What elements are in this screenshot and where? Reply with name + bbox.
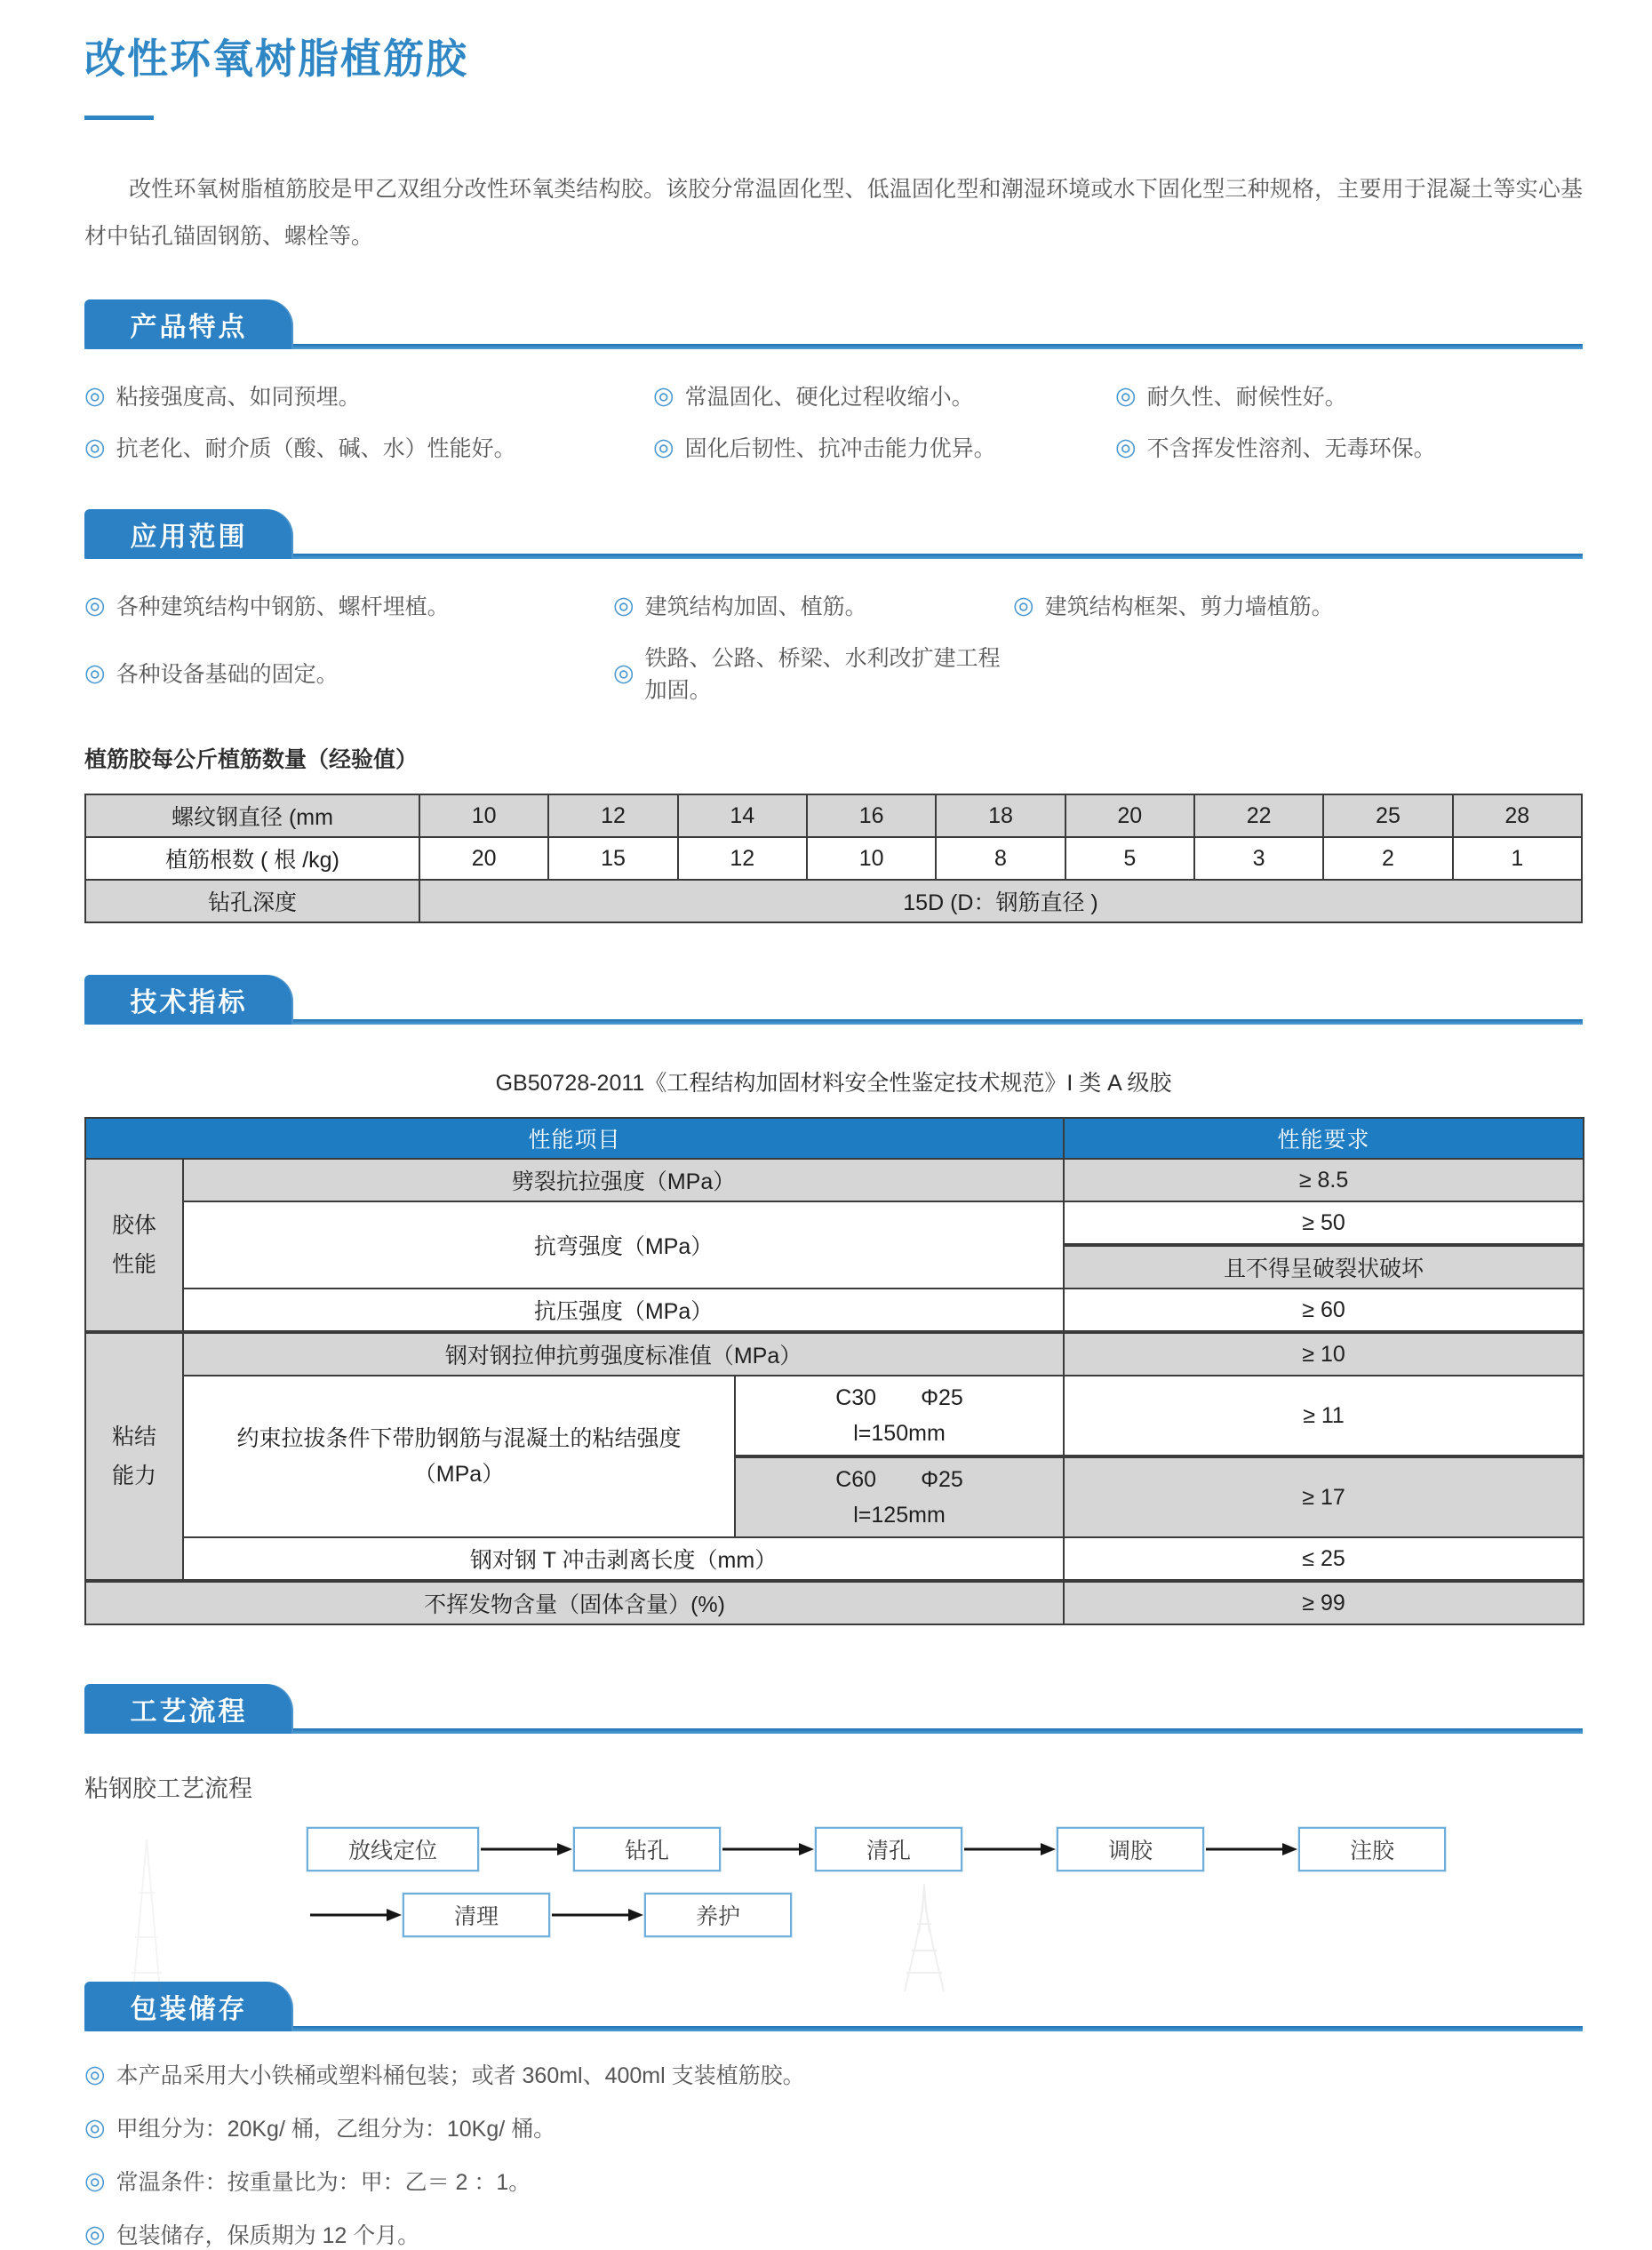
tech-item-cell: 不挥发物含量（固体含量）(%) [85,1581,1064,1624]
tech-group-label-glue [85,1159,183,1332]
double-circle-icon: ◎ [84,2220,106,2247]
process-flow-row-1 [307,1827,1583,1871]
applications-list [84,589,1583,705]
tech-table [84,1117,1584,1625]
table-row [85,880,1582,922]
process-step: 注胶 [1298,1827,1446,1871]
list-item [613,589,1013,621]
section-rule [84,2026,1583,2031]
dosage-header-cell: 植筋根数 ( 根 /kg) [85,837,419,880]
section-badge-process: 工艺流程 [84,1684,293,1734]
dosage-cell: 1 [1453,837,1582,880]
tech-group-label-bond [85,1332,183,1581]
dosage-table-title: 植筋胶每公斤植筋数量（经验值） [84,747,419,772]
tech-req-cell: ≤ 25 [1064,1537,1584,1581]
double-circle-icon: ◎ [1115,433,1137,460]
dosage-cell: 15D (D：钢筋直径 ) [419,880,1582,922]
arrow-right-icon [962,1842,1057,1856]
list-item [1115,379,1583,411]
intro-paragraph: 改性环氧树脂植筋胶是甲乙双组分改性环氧类结构胶。该胶分常温固化型、低温固化型和潮湿环境或水下固化型三种规格，主要用于混凝土等实心基材中钻孔锚固钢筋、螺栓等。 [84,177,1583,249]
table-row [85,794,1582,837]
feature-text: 耐久性、耐候性好。 [1146,385,1347,410]
packaging-text: 甲组分为：20Kg/ 桶，乙组分为：10Kg/ 桶。 [116,2117,556,2142]
process-subtitle: 粘钢胶工艺流程 [84,1775,252,1802]
double-circle-icon: ◎ [84,2166,106,2194]
document-page [0,27,1652,2248]
dosage-cell: 22 [1194,794,1323,837]
double-circle-icon: ◎ [1013,591,1034,618]
tech-req-cell: ≥ 60 [1064,1289,1584,1332]
double-circle-icon: ◎ [653,381,674,409]
page-title: 改性环氧树脂植筋胶 [84,36,468,82]
double-circle-icon: ◎ [84,381,106,409]
subcondition-line: C60 Φ25 [835,1467,963,1492]
section-badge-applications: 应用范围 [84,509,293,559]
process-step: 钻孔 [573,1827,721,1871]
list-item [653,431,1115,463]
packaging-text: 包装储存，保质期为 12 个月。 [116,2223,420,2248]
feature-text: 不含挥发性溶剂、无毒环保。 [1146,436,1436,461]
standard-reference: GB50728-2011《工程结构加固材料安全性鉴定技术规范》I 类 A 级胶 [495,1071,1172,1096]
features-list [84,379,1583,463]
table-row [85,1289,1584,1332]
tech-item-cell: 钢对钢 T 冲击剥离长度（mm） [183,1537,1064,1581]
section-header-tech [84,969,1583,1025]
application-text: 铁路、公路、桥梁、水利改扩建工程加固。 [644,646,1001,703]
process-step: 清孔 [815,1827,962,1871]
double-circle-icon: ◎ [84,2113,106,2141]
arrow-right-icon [550,1908,644,1922]
list-item [1115,431,1583,463]
tech-req-cell: ≥ 99 [1064,1581,1584,1624]
table-row [85,837,1582,880]
list-item [84,641,613,705]
dosage-cell: 12 [678,837,807,880]
title-underline [84,116,154,120]
dosage-header-cell: 钻孔深度 [85,880,419,922]
arrow-right-icon [1204,1842,1298,1856]
tech-item-cell: 劈裂抗拉强度（MPa） [183,1159,1064,1201]
group-label-line: 粘结 [111,1424,156,1449]
dosage-cell: 14 [678,794,807,837]
table-row [85,1201,1584,1245]
dosage-table [84,794,1583,923]
tech-item-cell: 抗弯强度（MPa） [183,1201,1064,1289]
dosage-cell: 12 [548,794,677,837]
section-badge-features: 产品特点 [84,299,293,349]
process-flow-row-2 [308,1893,1583,1937]
table-row [85,1159,1584,1201]
tech-col-header-req: 性能要求 [1064,1118,1584,1159]
double-circle-icon: ◎ [613,658,634,686]
tech-req-cell: ≥ 17 [1064,1456,1584,1537]
arrow-right-icon [721,1842,815,1856]
feature-text: 常温固化、硬化过程收缩小。 [684,385,974,410]
list-item [1013,589,1583,621]
application-text: 各种设备基础的固定。 [116,662,339,687]
tech-req-cell: ≥ 50 [1064,1201,1584,1245]
tech-col-header-item: 性能项目 [85,1118,1064,1159]
dosage-cell: 8 [936,837,1065,880]
section-badge-tech: 技术指标 [84,975,293,1025]
section-rule [84,344,1583,349]
group-label-line: 胶体 [111,1213,156,1238]
process-step: 调胶 [1057,1827,1204,1871]
dosage-cell: 3 [1194,837,1323,880]
dosage-cell: 20 [419,837,548,880]
packaging-text: 本产品采用大小铁桶或塑料桶包装；或者 360ml、400ml 支装植筋胶。 [116,2063,805,2088]
tech-req-cell: ≥ 11 [1064,1376,1584,1456]
list-item [84,2058,1583,2090]
list-item [84,2218,1583,2250]
list-item [84,431,653,463]
packaging-list [84,2058,1583,2250]
application-text: 各种建筑结构中钢筋、螺杆埋植。 [116,594,450,619]
subcondition-line: C30 Φ25 [835,1385,963,1410]
feature-text: 粘接强度高、如同预埋。 [116,385,361,410]
group-label-line: 能力 [111,1464,156,1488]
list-item [84,2165,1583,2197]
dosage-cell: 5 [1065,837,1194,880]
tech-subcondition-cell [735,1376,1064,1456]
dosage-cell: 15 [548,837,677,880]
process-step: 清理 [403,1893,550,1937]
double-circle-icon: ◎ [84,591,106,618]
section-header-features [84,294,1583,349]
application-text: 建筑结构框架、剪力墙植筋。 [1044,594,1334,619]
section-rule [84,1019,1583,1025]
tech-item-cell: 抗压强度（MPa） [183,1289,1064,1332]
list-item [653,379,1115,411]
list-item [84,379,653,411]
table-row [85,1537,1584,1581]
section-badge-packaging: 包装储存 [84,1982,293,2031]
double-circle-icon: ◎ [84,433,106,460]
tech-item-cell [183,1376,735,1537]
dosage-cell: 28 [1453,794,1582,837]
double-circle-icon: ◎ [613,591,634,618]
tech-req-cell: ≥ 10 [1064,1332,1584,1376]
tech-req-cell: 且不得呈破裂状破坏 [1064,1245,1584,1289]
tech-req-cell: ≥ 8.5 [1064,1159,1584,1201]
subcondition-line: l=150mm [853,1421,946,1446]
table-row [85,1376,1584,1456]
section-rule [84,554,1583,559]
item-line: 约束拉拔条件下带肋钢筋与混凝土的粘结强度 [236,1426,682,1451]
table-row [85,1118,1584,1159]
group-label-line: 性能 [111,1252,156,1277]
dosage-cell: 10 [807,837,936,880]
double-circle-icon: ◎ [653,433,674,460]
section-header-process [84,1679,1583,1734]
dosage-cell: 18 [936,794,1065,837]
tech-subcondition-cell [735,1456,1064,1537]
process-step: 放线定位 [307,1827,479,1871]
list-item [613,641,1013,705]
table-row [85,1332,1584,1376]
arrow-right-icon [308,1908,403,1922]
list-item [84,2111,1583,2143]
subcondition-line: l=125mm [853,1503,946,1528]
section-header-applications [84,504,1583,559]
feature-text: 抗老化、耐介质（酸、碱、水）性能好。 [116,436,516,461]
section-rule [84,1728,1583,1734]
dosage-cell: 20 [1065,794,1194,837]
dosage-cell: 25 [1323,794,1452,837]
double-circle-icon: ◎ [84,658,106,686]
process-step: 养护 [644,1893,792,1937]
dosage-cell: 16 [807,794,936,837]
section-header-packaging [84,1976,1583,2031]
double-circle-icon: ◎ [84,2060,106,2087]
packaging-text: 常温条件：按重量比为：甲：乙＝ 2 ：1。 [116,2170,531,2195]
table-row [85,1581,1584,1624]
feature-text: 固化后韧性、抗冲击能力优异。 [684,436,996,461]
item-line: （MPa） [413,1462,505,1487]
arrow-right-icon [479,1842,573,1856]
dosage-header-cell: 螺纹钢直径 (mm [85,794,419,837]
dosage-cell: 10 [419,794,548,837]
list-item [84,589,613,621]
dosage-cell: 2 [1323,837,1452,880]
application-text: 建筑结构加固、植筋。 [644,594,867,619]
tech-item-cell: 钢对钢拉伸抗剪强度标准值（MPa） [183,1332,1064,1376]
double-circle-icon: ◎ [1115,381,1137,409]
